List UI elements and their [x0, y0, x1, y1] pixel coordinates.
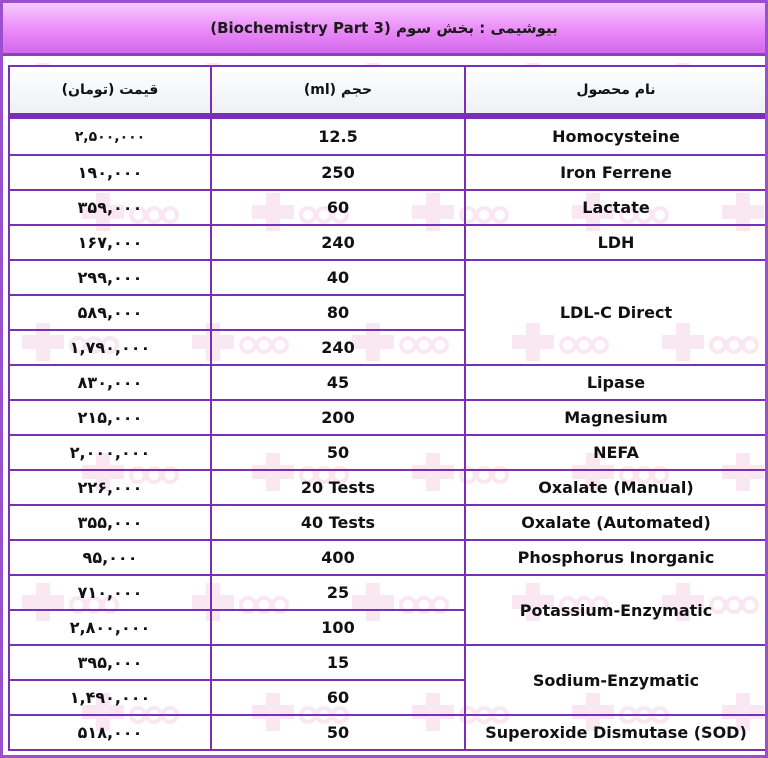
volume-cell: 200 — [211, 400, 465, 435]
product-cell: Lipase — [465, 365, 767, 400]
volume-cell: 240 — [211, 330, 465, 365]
product-cell: Phosphorus Inorganic — [465, 540, 767, 575]
table-row — [9, 190, 767, 225]
price-cell: ۸۳۰,۰۰۰ — [9, 365, 211, 400]
price-cell: ۹۵,۰۰۰ — [9, 540, 211, 575]
product-cell: Sodium-Enzymatic — [465, 645, 767, 715]
table-container — [8, 65, 760, 753]
price-cell: ۱۹۰,۰۰۰ — [9, 155, 211, 190]
price-cell: ۲۲۶,۰۰۰ — [9, 470, 211, 505]
price-cell: ۳۵۵,۰۰۰ — [9, 505, 211, 540]
volume-cell: 15 — [211, 645, 465, 680]
price-table — [8, 65, 768, 751]
volume-cell: 45 — [211, 365, 465, 400]
price-cell: ۵۸۹,۰۰۰ — [9, 295, 211, 330]
table-row — [9, 400, 767, 435]
table-header-row — [9, 66, 767, 116]
volume-cell: 25 — [211, 575, 465, 610]
header-volume: حجم (ml) — [211, 66, 465, 116]
product-cell: LDL-C Direct — [465, 260, 767, 365]
price-cell: ۵۱۸,۰۰۰ — [9, 715, 211, 750]
volume-cell: 50 — [211, 715, 465, 750]
volume-cell: 40 — [211, 260, 465, 295]
price-cell: ۲۱۵,۰۰۰ — [9, 400, 211, 435]
volume-cell: 40 Tests — [211, 505, 465, 540]
volume-cell: 250 — [211, 155, 465, 190]
product-cell: Oxalate (Manual) — [465, 470, 767, 505]
product-cell: Homocysteine — [465, 116, 767, 155]
table-row — [9, 575, 767, 610]
product-cell: Potassium-Enzymatic — [465, 575, 767, 645]
table-row — [9, 540, 767, 575]
price-cell: ۱,۴۹۰,۰۰۰ — [9, 680, 211, 715]
product-cell: Oxalate (Automated) — [465, 505, 767, 540]
table-row — [9, 470, 767, 505]
volume-cell: 400 — [211, 540, 465, 575]
price-cell: ۷۱۰,۰۰۰ — [9, 575, 211, 610]
product-cell: LDH — [465, 225, 767, 260]
table-row — [9, 116, 767, 155]
volume-cell: 12.5 — [211, 116, 465, 155]
volume-cell: 20 Tests — [211, 470, 465, 505]
volume-cell: 100 — [211, 610, 465, 645]
title-bar — [3, 3, 765, 56]
product-cell: Magnesium — [465, 400, 767, 435]
price-cell: ۱۶۷,۰۰۰ — [9, 225, 211, 260]
product-cell: Lactate — [465, 190, 767, 225]
price-cell: ۳۹۵,۰۰۰ — [9, 645, 211, 680]
table-row — [9, 645, 767, 680]
table-row — [9, 715, 767, 750]
volume-cell: 60 — [211, 680, 465, 715]
page-title: بیوشیمی : بخش سوم (Biochemistry Part 3) — [210, 19, 558, 37]
volume-cell: 80 — [211, 295, 465, 330]
price-cell: ۲,۰۰۰,۰۰۰ — [9, 435, 211, 470]
table-row — [9, 155, 767, 190]
volume-cell: 60 — [211, 190, 465, 225]
price-cell: ۳۵۹,۰۰۰ — [9, 190, 211, 225]
price-cell: ۱,۷۹۰,۰۰۰ — [9, 330, 211, 365]
header-product: نام محصول — [465, 66, 767, 116]
volume-cell: 240 — [211, 225, 465, 260]
table-row — [9, 365, 767, 400]
price-cell: ۲,۵۰۰,۰۰۰ — [9, 116, 211, 155]
table-row — [9, 260, 767, 295]
table-row — [9, 225, 767, 260]
product-cell: Iron Ferrene — [465, 155, 767, 190]
product-cell: NEFA — [465, 435, 767, 470]
header-price: قیمت (تومان) — [9, 66, 211, 116]
price-cell: ۲,۸۰۰,۰۰۰ — [9, 610, 211, 645]
price-cell: ۲۹۹,۰۰۰ — [9, 260, 211, 295]
table-row — [9, 505, 767, 540]
volume-cell: 50 — [211, 435, 465, 470]
product-cell: Superoxide Dismutase (SOD) — [465, 715, 767, 750]
table-row — [9, 435, 767, 470]
